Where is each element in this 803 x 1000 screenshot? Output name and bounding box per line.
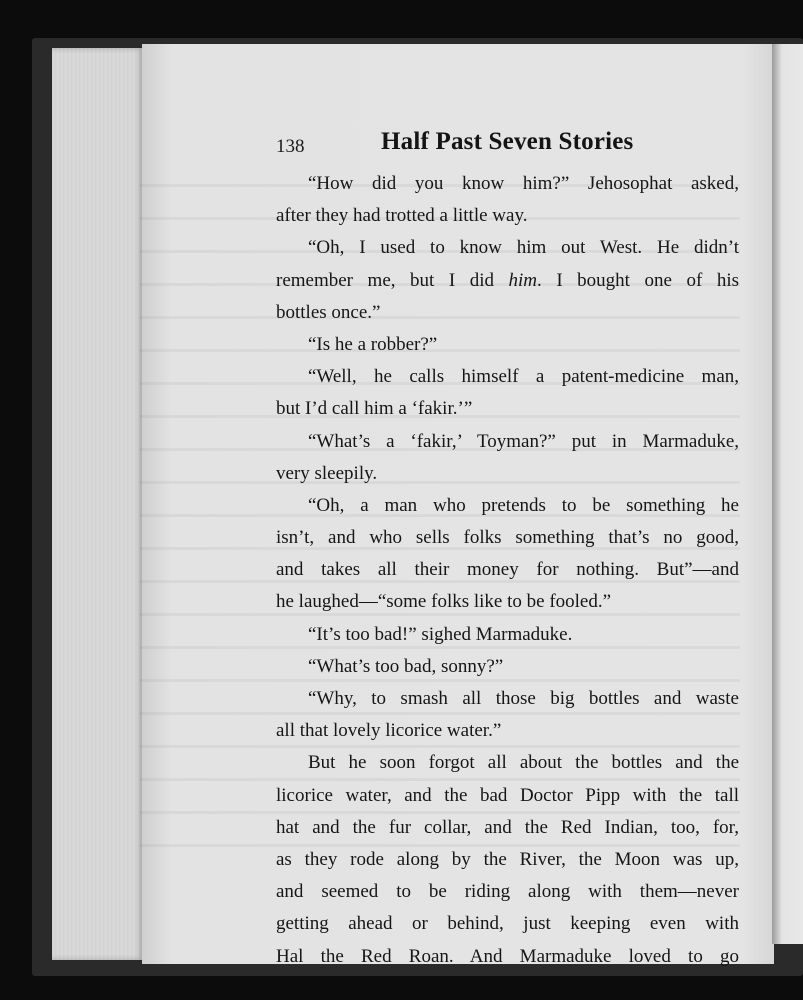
text-line: he laughed—“some folks like to be fooled.” [276, 591, 612, 613]
text-line: hat and the fur collar, and the Red Indian, too, for, [276, 816, 739, 838]
text-line: and seemed to be riding along with them—never [276, 881, 739, 903]
text-line: after they had trotted a little way. [276, 205, 528, 227]
text-line: “Well, he calls himself a patent-medicine man, [308, 366, 739, 388]
text-line: remember me, but I did him. I bought one of his [276, 269, 739, 291]
text-line: isn’t, and who sells folks something that’s no good, [276, 527, 739, 549]
facing-page-edge [772, 44, 803, 944]
running-title: Half Past Seven Stories [381, 128, 634, 155]
body-text [276, 168, 739, 973]
text-line: all that lovely licorice water.” [276, 720, 502, 742]
text-line: and takes all their money for nothing. But”—and [276, 559, 739, 581]
page-number: 138 [276, 136, 305, 157]
text-line: “Oh, a man who pretends to be something he [308, 494, 739, 516]
text-line: as they rode along by the River, the Moon was up, [276, 848, 739, 870]
text-line: “What’s a ‘fakir,’ Toyman?” put in Marmaduke, [308, 430, 739, 452]
text-line: licorice water, and the bad Doctor Pipp with the tall [276, 784, 739, 806]
text-line: but I’d call him a ‘fakir.’” [276, 398, 473, 420]
text-line: “Oh, I used to know him out West. He didn’t [308, 237, 739, 259]
text-line: “Why, to smash all those big bottles and waste [308, 688, 739, 709]
text-line: very sleepily. [276, 462, 378, 484]
text-line: “How did you know him?” Jehosophat asked, [308, 173, 739, 194]
text-line: “Is he a robber?” [308, 333, 438, 355]
text-line: But he soon forgot all about the bottles and the [308, 752, 739, 774]
text-line: Hal the Red Roan. And Marmaduke loved to go [276, 945, 739, 967]
emphasis: him [508, 269, 538, 291]
page-header [276, 128, 738, 162]
text-line: “What’s too bad, sonny?” [308, 655, 504, 677]
page-edges [52, 48, 144, 960]
text-line: “It’s too bad!” sighed Marmaduke. [308, 623, 573, 645]
text-line: bottles once.” [276, 301, 381, 323]
text-line: getting ahead or behind, just keeping even with [276, 913, 739, 935]
